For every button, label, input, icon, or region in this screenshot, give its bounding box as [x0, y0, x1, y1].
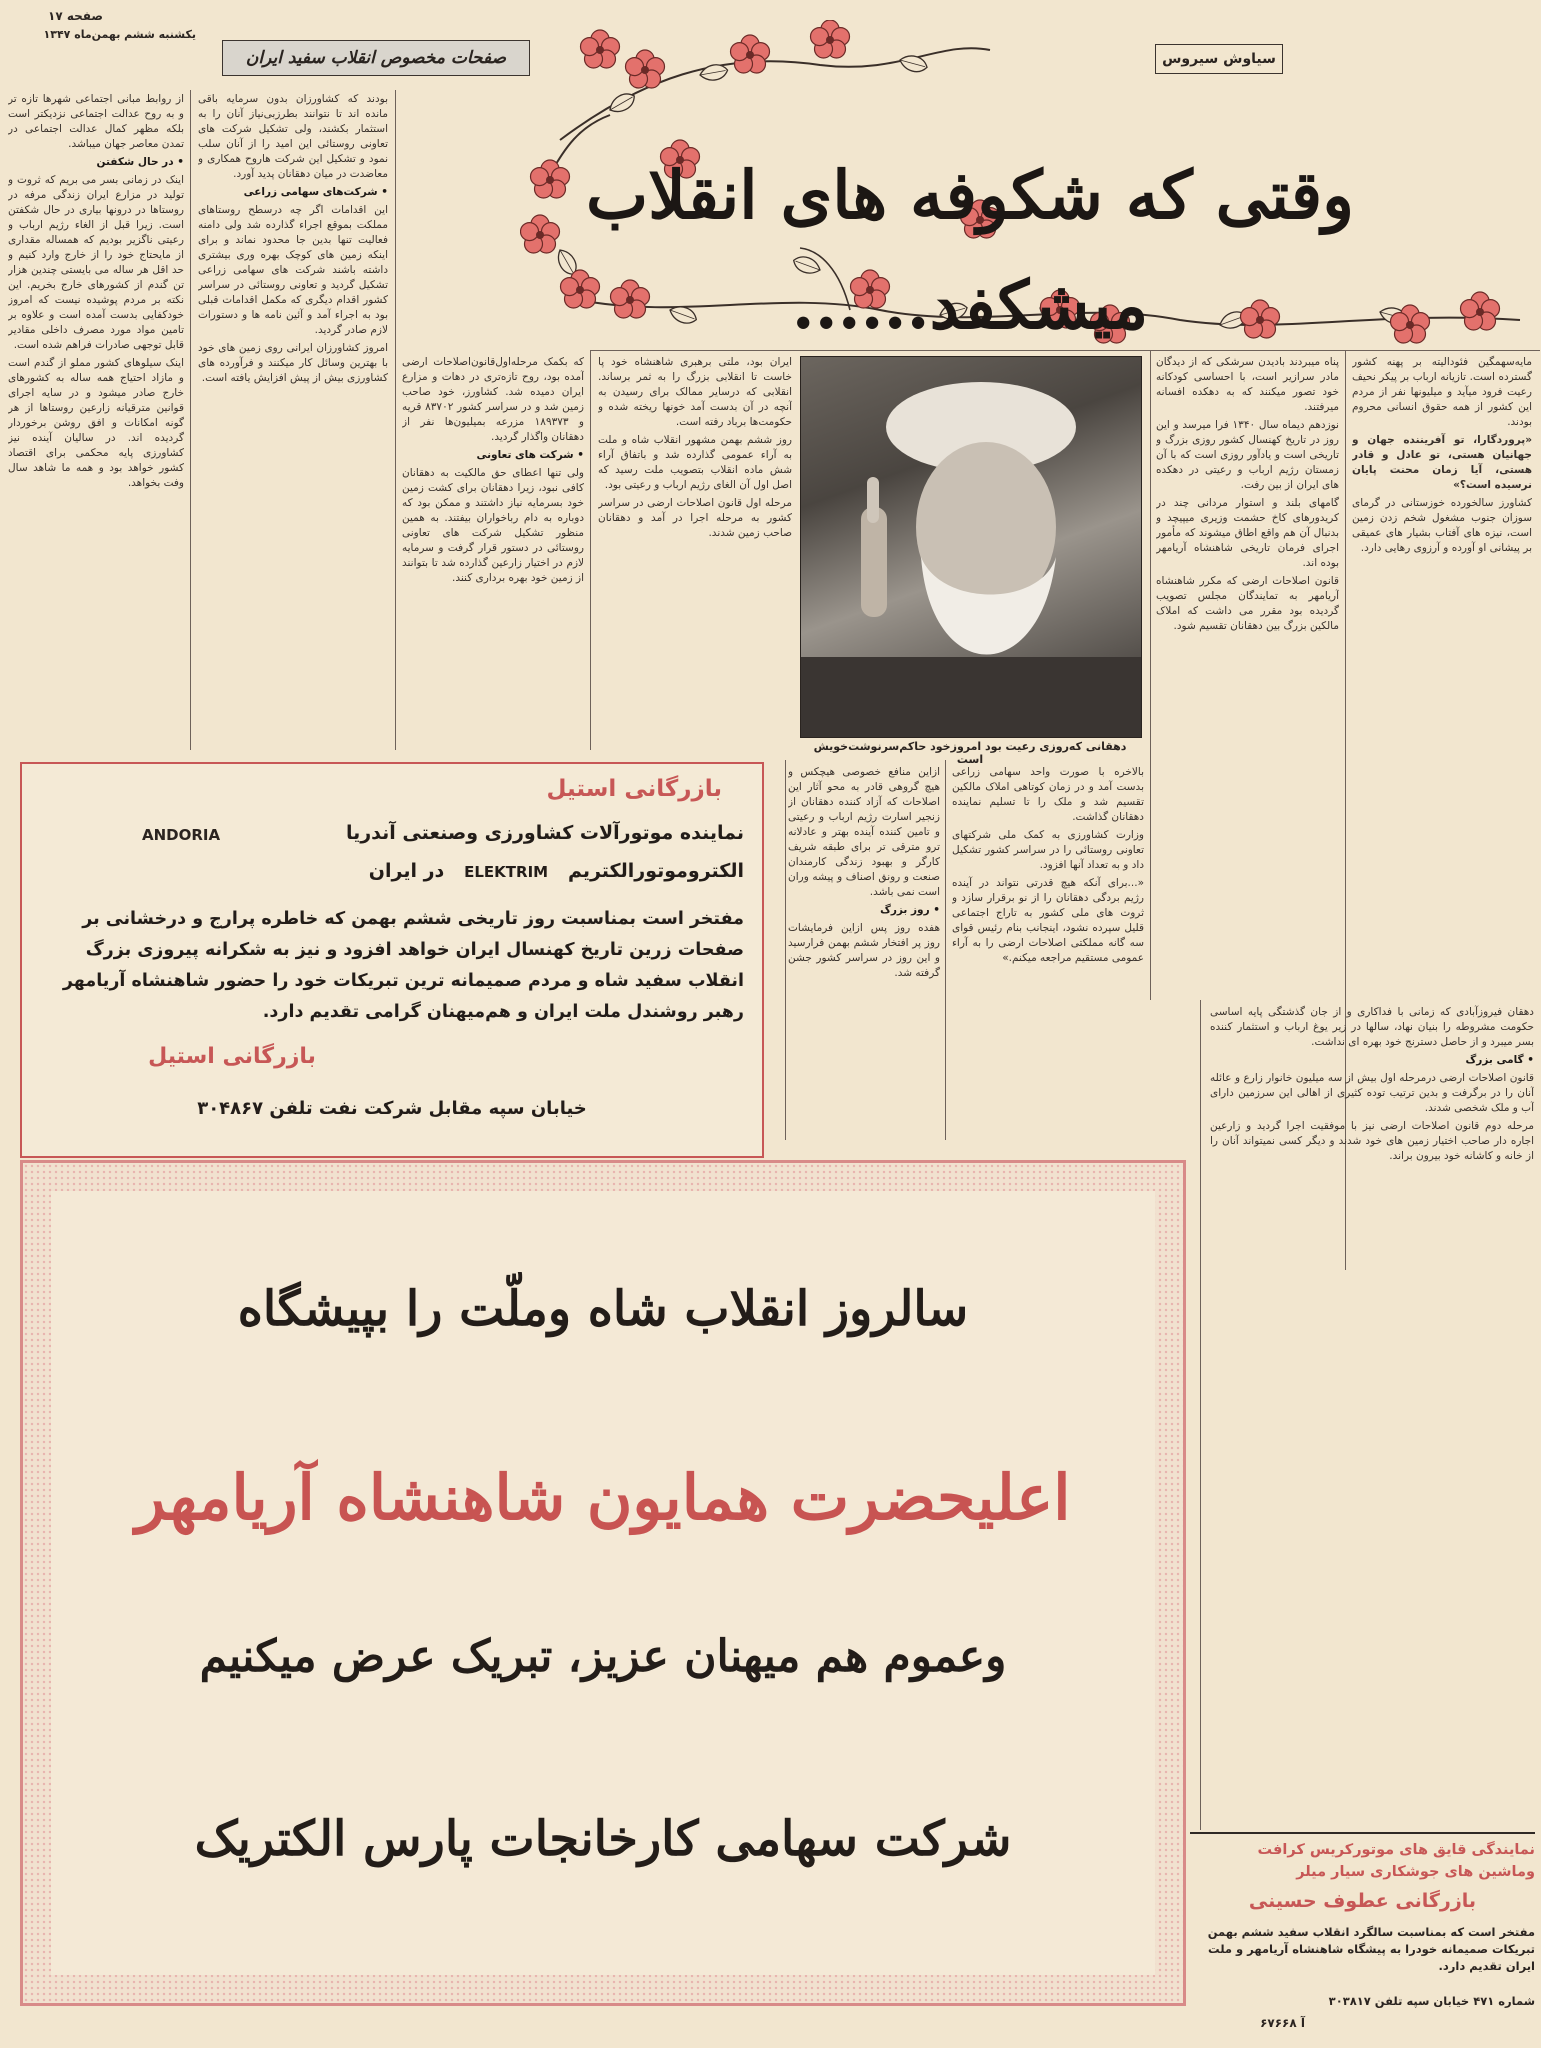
- section-banner: صفحات مخصوص انقلاب سفید ایران: [222, 40, 530, 76]
- brand-andoria: ANDORIA: [142, 826, 221, 844]
- column-left-3: [402, 355, 584, 750]
- paragraph: مرحله دوم قانون اصلاحات ارضی نیز با موفقیت اجرا گردید و زارعین اجاره دار صاحب اختیار زمین های خود شدند و دیگر کسی نمیتواند آنان را از خانه و کاشانه خود بیرون براند.: [1210, 1120, 1534, 1162]
- quote: «...برای آنکه هیچ قدرتی نتواند در آینده رژیم بردگی دهقانان را از نو برقرار سازد و ثروت های ملی کشور به تاراج اجتماعی قلیل سپرده نشود، اینجانب بنام رئیس قوای سه گانه مملکتی اصلاحات ارضی را به آراء عمومی مستقیم مراجعه میکنم.»: [952, 877, 1144, 964]
- ad-estil: [20, 762, 764, 1158]
- paragraph: قانون اصلاحات ارضی که مکرر شاهنشاه آریامهر به تمایندگان مجلس تصویب گردیده بود مقرر می داشت که املاک مالکین بزرگ بین دهقانان تقسیم شود.: [1156, 575, 1339, 632]
- subheading: • شرکت‌های سهامی زراعی: [243, 186, 388, 198]
- author-byline: سیاوش سیروس: [1155, 44, 1283, 74]
- column-left-2: [198, 92, 388, 752]
- ad-otof-line2: وماشین های جوشکاری سیار میلر: [1296, 1864, 1535, 1880]
- ad-otof-hosseini: [1190, 1832, 1535, 2044]
- ad-estil-line1: نماینده موتورآلات کشاورزی وصنعتی آندریا: [345, 822, 744, 844]
- paragraph: ایران بود، ملتی برهبری شاهنشاه خود پا خاست تا انقلابی بزرگ را به ثمر برساند. انقلابی که درسایر ممالک برای رسیدن به آنچه در آن بدست آمد خونها ریخته شده و حکومت‌ها برباد رفته است.: [598, 356, 792, 428]
- ad-otof-address: شماره ۴۷۱ خیابان سپه تلفن ۳۰۳۸۱۷: [1328, 1994, 1535, 2008]
- page-number: صفحه ۱۷: [48, 9, 103, 23]
- ad-estil-footer-title: بازرگانی استیل: [148, 1044, 316, 1069]
- ad-estil-body: مفتخر است بمناسبت روز تاریخی ششم بهمن که خاطره پرارج و درخشانی بر صفحات زرین تاریخ کهنسال ایران خواهد افزود و نیز به شکرانه پیروزی بزرگ انقلاب سفید شاه و مردم صمیمانه ترین تبریکات خود را حضور شاهنشاه آریامهر رهبر روشندل ملت ایران و هم‌میهنان گرامی تقدیم دارد.: [62, 909, 744, 1022]
- paragraph: روز ششم بهمن مشهور انقلاب شاه و ملت به آراء عمومی گذارده شد و باتفاق آراء شش ماده انقلاب بتصویب ملت رسید که اصل اول آن الغای رژیم ارباب و رعیتی بود.: [598, 434, 792, 491]
- ad-pars-line3: وعموم هم میهنان عزیز، تبریک عرض میکنیم: [199, 1631, 1007, 1682]
- quote: «پروردگارا، تو آفریننده جهان و جهانیان هستی، تو عادل و قادر هستی، آیا زمان محنت پایان نرسیده است؟»: [1352, 434, 1532, 491]
- ad-otof-title: بازرگانی عطوف حسینی: [1248, 1890, 1477, 1912]
- ad-otof-body: مفتخر است که بمناسبت سالگرد انقلاب سفید ششم بهمن تبریکات صمیمانه خودرا به پیشگاه شاهنشاه آریامهر و ملت ایران تقدیم دارد.: [1207, 1925, 1535, 1973]
- column-right-long: [1210, 1005, 1534, 1815]
- paragraph: بودند که کشاورزان بدون سرمایه باقی مانده اند تا نتوانند بطرزبی‌نیاز آنان را به استثمار بکشند، ولی تشکیل شرکت های تعاونی روستائی این امید را از آنان سلب نمود و تشکیل این شرکت هاروح همکاری و معاضدت در میان دهقانان پدید آورد.: [198, 93, 388, 180]
- paragraph: ازاین منافع خصوصی هیچکس و هیچ گروهی قادر به محو آثار این اصلاحات که آزاد کننده دهقانان از زنجیر اسارت رژیم ارباب و رعیتی و تامین کننده آینده بهتر و عادلانه ترو مترقی تر برای طبقه شریف کارگر و بهبود زندگی کارمندان صنعت و رونق اصناف و پیشه وران است نمی باشد.: [788, 766, 940, 898]
- column-mid-lower-2: [952, 765, 1144, 1135]
- paragraph: قانون اصلاحات ارضی درمرحله اول بیش از سه میلیون خانوار زارع و عائله آنان را در برگرفت و بدین ترتیب توده کثیری از اهالی این سرزمین دارای آب و ملک شخصی شدند.: [1210, 1072, 1534, 1114]
- ad-estil-line2-suffix: در ایران: [368, 860, 445, 882]
- brand-elektrim: ELEKTRIM: [464, 863, 549, 881]
- subheading: • گامی بزرگ: [1465, 1054, 1534, 1066]
- column-right-1: [1352, 355, 1532, 915]
- paragraph: امروز کشاورزان ایرانی روی زمین های خود با بهترین وسائل کار میکنند و فرآورده های کشاورزی بیش از پیش افزایش یافته است.: [198, 342, 388, 384]
- ad-pars-line1: سالروز انقلاب شاه وملّت را بپیشگاه: [237, 1281, 969, 1337]
- paragraph: وزارت کشاورزی به کمک ملی شرکتهای تعاونی روستائی را در سراسر کشور تشکیل داد و به تعداد آنها افزود.: [952, 829, 1144, 871]
- paragraph: این اقدامات اگر چه درسطح روستاهای مملکت بموقع اجراء گذارده شد ولی دامنه فعالیت تنها بدین جا محدود نماند و برای اینکه زمین های کوچک بهره وری بیشتری داشته باشند شرکت های سهامی زراعی تشکیل گردید و تعاونی روستائی در سراسر کشور اقدام دیگری که مکمل اقدامات قبلی بود به اجراء آمد و آئین نامه ها و دستورات لازم صادر گردید.: [198, 204, 388, 336]
- paragraph: مرحله اول قانون اصلاحات ارضی در سراسر کشور به مرحله اجرا در آمد و دهقانان صاحب زمین شدند.: [598, 497, 792, 539]
- column-mid-lower: [788, 765, 940, 1135]
- column-right-2: [1156, 355, 1339, 995]
- ad-pars-line2: اعلیحضرت همایون شاهنشاه آریامهر: [135, 1461, 1071, 1534]
- ad-pars-electric: [20, 1160, 1186, 2006]
- paragraph: هفده روز پس ازاین فرمایشات روز پر افتخار ششم بهمن فرارسید و این روز در سراسر کشور جشن گرفته شد.: [788, 922, 940, 979]
- ad-otof-line1: نمایندگی قایق های موتورکریس کرافت: [1257, 1842, 1535, 1858]
- paragraph: مایه‌سهمگین فئودالیته بر پهنه کشور گسترده است. تازیانه ارباب بر پیکر نحیف رعیت فرود میآید و میلیونها نفر از مردم این کشور از همه حقوق انسانی محروم بودند.: [1352, 356, 1532, 428]
- ad-estil-line2-prefix: الکتروموتورالکتریم: [567, 860, 744, 882]
- paragraph: نوزدهم دیماه سال ۱۳۴۰ فرا میرسد و این روز در تاریخ کهنسال کشور روزی بزرگ و تاریخی است و یادآور روزی است که با آن زمستان رژیم ارباب و رعیتی در دهکده های ایران از بین رفت.: [1156, 419, 1339, 491]
- paragraph: اینک در زمانی بسر می بریم که ثروت و تولید در مزارع ایران زندگی مرفه در روستاها در درونها بیاری در حال شکفتن است. زیرا قبل از الغاء رژیم ارباب و رعیتی ناگزیر بودیم که همساله مقداری از مایحتاج خود را از خارج وارد کنیم و حد اقل هر ساله می بایستی چندین هزار تن گندم از کشورهای خارج بخریم. این نکته بر مردم پوشیده نیست که امروز خودکفایی بدست آمده است و علاوه بر تامین مواد مورد مصرف داخلی مقادیر قابل توجهی صادرات فراهم شده است.: [8, 174, 184, 351]
- photo-caption: دهقانی که‌روزی رعیت بود امروزخود حاکم‌سرنوشت‌خویش است: [813, 740, 1127, 766]
- paragraph: بالاخره با صورت واحد سهامی زراعی بدست آمد و در زمان کوتاهی املاک مالکین تقسیم شد و ملک را تا تسلیم نماینده دهقانان گذاشت.: [952, 766, 1144, 823]
- headline: وقتی که شکوفه های انقلاب میشکفد......: [585, 156, 1355, 344]
- ad-estil-address: خیابان سپه مقابل شرکت نفت تلفن ۳۰۴۸۶۷: [197, 1098, 587, 1119]
- paragraph: کشاورز سالخورده خوزستانی در گرمای سوزان جنوب مشغول شخم زدن زمین است، نیزه های آفتاب بشیار های عمیقی بر پیشانی او آورده و آرزوی رهایی دارد.: [1352, 497, 1532, 554]
- paragraph: دهقان فیروزآبادی که زمانی با فداکاری و از جان گذشتگی پایه اساسی حکومت مشروطه را بنیان نهاد، سالها در زیر یوغ ارباب و استثمار کننده بسر میبرد و از حاصل دسترنج خود بهره ای نداشت.: [1210, 1006, 1534, 1048]
- column-far-left: [8, 92, 184, 752]
- ad-estil-line2: [104, 860, 744, 882]
- subheading: • در حال شکفتن: [96, 156, 184, 168]
- ad-estil-title: بازرگانی استیل: [546, 776, 722, 802]
- ad-otof-code: آ ۶۷۶۶۸: [1260, 2016, 1305, 2030]
- paragraph: گامهای بلند و استوار مردانی چند در کریدورهای کاخ حشمت وزیری میپیچد و بدنبال آن هم واقع اطاق میشوند که مأمور اجرای فرمان تاریخی شاهنشاه آریامهر بوده اند.: [1156, 497, 1339, 569]
- paragraph: پناه میبردند بادیدن سرشکی که از دیدگان مادر سرازیر است، با احساسی کودکانه خود تصور میکنند که به دهکده افسانه میرفتند.: [1156, 356, 1339, 413]
- farmer-photo: [800, 356, 1142, 738]
- flower-icon: [581, 30, 620, 68]
- old-farmer-portrait: [801, 357, 1141, 737]
- column-mid: [598, 355, 792, 750]
- page-date: یکشنبه ششم بهمن‌ماه ۱۳۴۷: [43, 28, 196, 41]
- ad-pars-line4: شرکت سهامی کارخانجات پارس الکتریک: [194, 1811, 1012, 1867]
- paragraph: ولی تنها اعطای حق مالکیت به دهقانان کافی نبود، زیرا دهقانان برای کشت زمین خود بسرمایه نیاز داشتند و ممکن بود که دوباره به دام رباخواران بیفتند. به همین منظور تشکیل شرکت های تعاونی روستائی در دستور قرار گرفت و سرمایه لازم در اختیار زارعین گذارده شد تا بتوانند از زمین خود بهره برداری کنند.: [402, 467, 584, 584]
- paragraph: که بکمک مرحله‌اول‌قانون‌اصلاحات ارضی آمده بود، روح تازه‌تری در دهات و مزارع ایران دمیده شد. کشاورز، خود صاحب زمین شد و در سراسر کشور ۸۳۷۰۲ قریه و ۱۸۹۳۷۳ مزرعه بمیلیون‌ها نفر از دهقانان واگذار گردید.: [402, 356, 584, 443]
- paragraph: اینک سیلوهای کشور مملو از گندم است و مازاد احتیاج همه ساله به کشورهای خارج صادر میشود و در سایه اجرای قوانین مترقیانه زارعین روستاها از هر گونه امکانات و افق روشن برخوردار گردیده اند. در سالیان آینده نیز کشاورزی پایه محکمی برای اقتصاد کشور خواهد بود و همه ما شاهد سال وفت بخواهد.: [8, 357, 184, 489]
- paragraph: از روابط مبانی اجتماعی شهرها تازه تر و به روح عدالت اجتماعی نزدیکتر است بلکه مظهر کمال عدالت اجتماعی در تمدن معاصر جهان میباشد.: [8, 93, 184, 150]
- subheading: • روز بزرگ: [880, 904, 940, 916]
- subheading: • شرکت های تعاونی: [476, 449, 584, 461]
